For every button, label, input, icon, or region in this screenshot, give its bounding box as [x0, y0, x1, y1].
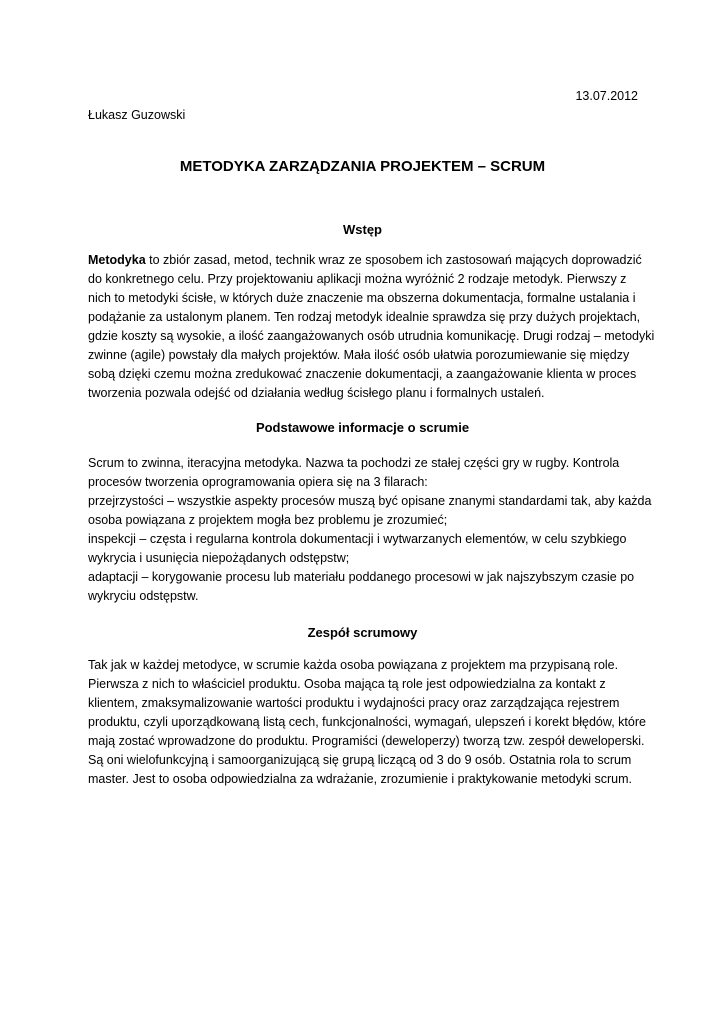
paragraph-line: sobą dzięki czemu można zredukować znaczenie dokumentacji, a zaangażowanie klienta w proces	[88, 367, 637, 381]
section-heading-team: Zespół scrumowy	[307, 625, 418, 640]
paragraph-line: zwinne (agile) powstały dla małych projektów. Mała ilość osób ułatwia porozumiewanie się między	[88, 348, 630, 362]
paragraph-basics	[88, 454, 652, 606]
paragraph-line: wykrycia i usunięcia niepożądanych odstępstw;	[88, 551, 350, 565]
paragraph-line: adaptacji – korygowanie procesu lub materiału poddanego procesowi w jak najszybszym czasie po	[88, 570, 635, 584]
paragraph-line: gdzie koszty są wysokie, a ilość zaangażowanych osób utrudnia komunikację. Drugi rodzaj – metodyki	[88, 329, 655, 343]
document-title: METODYKA ZARZĄDZANIA PROJEKTEM – SCRUM	[179, 158, 546, 175]
paragraph-line	[88, 251, 640, 270]
section-heading-intro: Wstęp	[343, 222, 382, 237]
line-text: to zbiór zasad, metod, technik wraz ze sposobem ich zastosowań mających doprowadzić	[145, 253, 642, 267]
paragraph-line: podążanie za ustalonym planem. Ten rodzaj metodyk idealnie sprawdza się przy dużych projektach,	[88, 310, 641, 324]
paragraph-intro	[88, 251, 655, 403]
paragraph-line: procesów tworzenia oprogramowania opiera się na 3 filarach:	[88, 475, 428, 489]
paragraph-line: master. Jest to osoba odpowiedzialna za wdrażanie, zrozumienie i praktykowanie metodyki scrum.	[88, 772, 633, 786]
bold-term: Metodyka	[88, 253, 146, 267]
paragraph-line: wykryciu odstępstw.	[88, 589, 199, 603]
document-author: Łukasz Guzowski	[88, 108, 186, 122]
paragraph-line: Są oni wielofunkcyjną i samoorganizującą się grupą liczącą od 3 do 9 osób. Ostatnia rola to scrum	[88, 753, 632, 767]
paragraph-line: Tak jak w każdej metodyce, w scrumie każda osoba powiązana z projektem ma przypisaną role.	[88, 658, 619, 672]
paragraph-line: tworzenia pozwala odejść od działania według ścisłego planu i formalnych ustaleń.	[88, 386, 545, 400]
paragraph-line: do konkretnego celu. Przy projektowaniu aplikacji można wyróżnić 2 rodzaje metodyk. Pierwszy z	[88, 272, 627, 286]
paragraph-team	[88, 656, 646, 789]
document-date: 13.07.2012	[575, 89, 638, 103]
paragraph-line: produktu, czyli uporządkowaną listą cech, funkcjonalności, wymagań, ulepszeń i korekt błędów, które	[88, 715, 646, 729]
paragraph-line: inspekcji – częsta i regularna kontrola dokumentacji i wytwarzanych elementów, w celu szybkiego	[88, 532, 627, 546]
paragraph-line: Pierwsza z nich to właściciel produktu. Osoba mająca tą role jest odpowiedzialna za kontakt z	[88, 677, 606, 691]
paragraph-line: mają zostać wprowadzone do produktu. Programiści (deweloperzy) tworzą tzw. zespół deweloperski.	[88, 734, 645, 748]
paragraph-line: osoba powiązana z projektem mogła bez problemu je zrozumieć;	[88, 513, 448, 527]
paragraph-line: Scrum to zwinna, iteracyjna metodyka. Nazwa ta pochodzi ze stałej części gry w rugby. Kontrola	[88, 456, 620, 470]
paragraph-line: klientem, zmaksymalizowanie wartości produktu i wydajności pracy oraz zarządzająca rejestrem	[88, 696, 620, 710]
paragraph-line: przejrzystości – wszystkie aspekty procesów muszą być opisane znanymi standardami tak, aby każda	[88, 494, 652, 508]
section-heading-basics: Podstawowe informacje o scrumie	[255, 420, 470, 435]
paragraph-line: nich to metodyki ścisłe, w których duże znaczenie ma obszerna dokumentacja, formalne ustalania i	[88, 291, 636, 305]
